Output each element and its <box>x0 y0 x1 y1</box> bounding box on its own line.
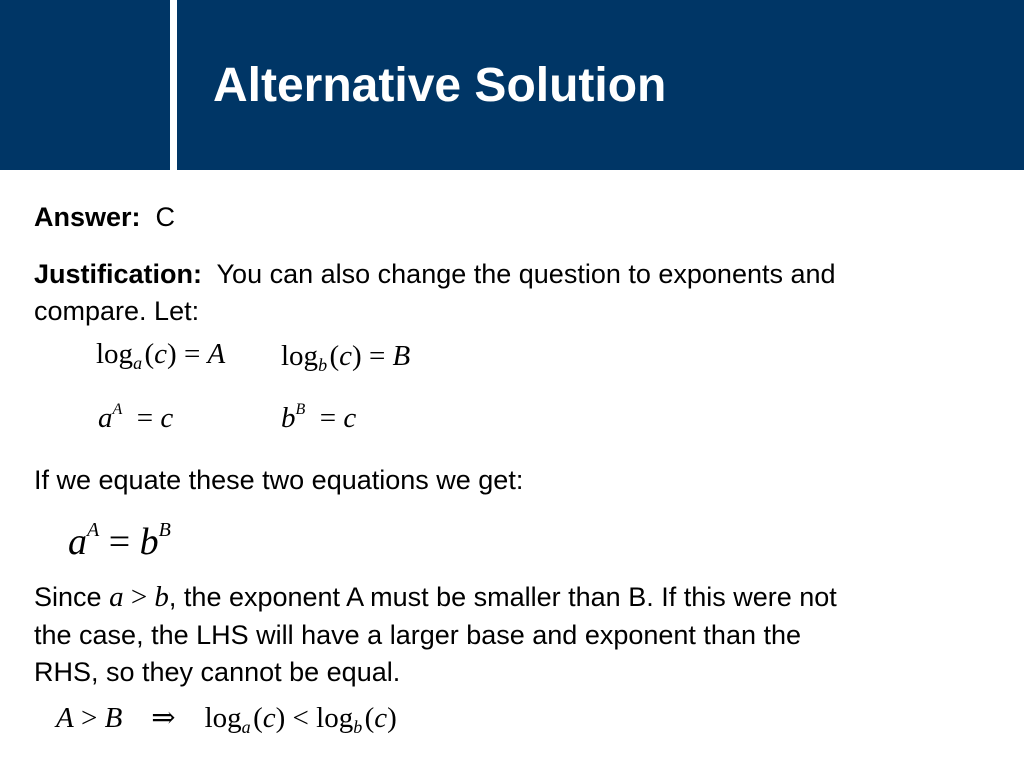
since-word: Since <box>34 582 102 612</box>
since-line-3: RHS, so they cannot be equal. <box>34 657 401 687</box>
since-line-2: the case, the LHS will have a larger base and exponent than the <box>34 620 802 650</box>
answer-label: Answer: <box>34 202 141 232</box>
equate-text: If we equate these two equations we get: <box>34 465 524 495</box>
equation-log-b: $\log_b$ (c) = B <box>281 340 411 375</box>
equation-log-a: $\log_a$ (c) = A <box>96 338 226 373</box>
justification-text-1: You can also change the question to exponents and <box>216 259 836 289</box>
justification-line-1 <box>34 255 836 293</box>
equation-b-power: $b^B = c$ <box>281 401 357 434</box>
inline-inequality: a > b <box>109 581 169 613</box>
equation-conclusion: A > B ⇒ $\log_a$ $(c) < \log_b$ (c) <box>56 702 397 737</box>
since-line-1 <box>34 578 837 616</box>
answer-line <box>34 198 175 236</box>
justification-line-2: compare. Let: <box>34 296 200 326</box>
equation-a-power: $a^A = c$ <box>98 401 174 434</box>
equation-equated: $a^A = b^B$ <box>68 519 171 563</box>
answer-value: C <box>155 202 176 232</box>
since-rest: , the exponent A must be smaller than B. If this were not <box>168 582 837 612</box>
slide-title: Alternative Solution <box>213 59 667 112</box>
justification-label: Justification: <box>34 259 203 289</box>
header-divider <box>170 0 177 170</box>
